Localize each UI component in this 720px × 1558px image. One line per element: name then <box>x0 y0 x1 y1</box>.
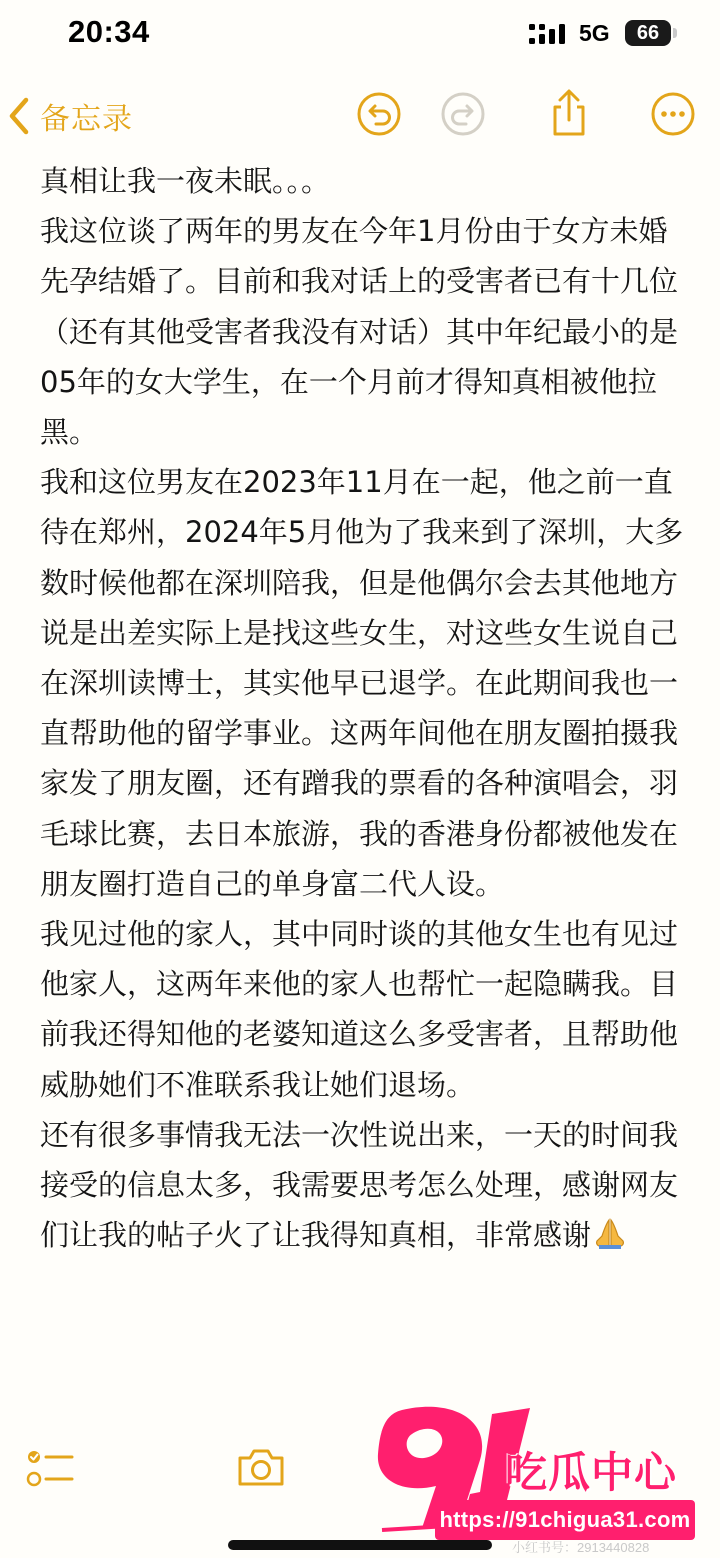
chevron-left-icon <box>8 97 30 135</box>
battery-icon: 66 <box>625 20 671 46</box>
watermark-sub: 小红书号：2913440828 <box>512 1540 650 1555</box>
note-paragraph: 我见过他的家人，其中同时谈的其他女生也有见过他家人，这两年来他的家人也帮忙一起隐瞒我。目前我还得知他的老婆知道这么多受害者，且帮助他威胁她们不准联系我让她们退场。 <box>40 917 679 1102</box>
battery-cap <box>673 28 677 38</box>
watermark-url: https://91chigua31.com <box>435 1500 695 1540</box>
status-bar <box>0 0 720 70</box>
back-button[interactable] <box>8 92 133 140</box>
watermark-brand: 吃瓜中心 <box>505 1448 678 1497</box>
checklist-icon <box>26 1448 74 1488</box>
note-paragraph: 真相让我一夜未眠。。。 <box>40 164 331 198</box>
cellular-signal-icon <box>529 24 569 46</box>
back-label: 备忘录 <box>40 102 133 137</box>
status-time: 20:34 <box>68 14 150 49</box>
checklist-button[interactable] <box>26 1448 74 1488</box>
more-button[interactable] <box>650 91 696 137</box>
undo-button[interactable] <box>356 91 402 137</box>
note-paragraph: 我这位谈了两年的男友在今年1月份由于女方未婚先孕结婚了。目前和我对话上的受害者已有十几位（还有其他受害者我没有对话）其中年纪最小的是05年的女大学生，在一个月前才得知真相被他拉黑。 <box>40 214 679 450</box>
folded-hands-emoji-icon <box>593 1215 627 1265</box>
share-icon <box>546 88 592 138</box>
note-paragraph: 我和这位男友在2023年11月在一起，他之前一直待在郑州，2024年5月他为了我来到了深圳，大多数时候他都在深圳陪我，但是他偶尔会去其他地方说是出差实际上是找这些女生，对这些女生说自己在深圳读博士，其实他早已退学。在此期间我也一直帮助他的留学事业。这两年间他在朋友圈拍摄我家发了朋友圈，还有蹭我的票看的各种演唱会，羽毛球比赛，去日本旅游，我的香港身份都被他发在朋友圈打造自己的单身富二代人设。 <box>40 465 684 901</box>
nav-bar <box>0 78 720 154</box>
redo-icon <box>440 91 486 137</box>
camera-button[interactable] <box>236 1446 286 1488</box>
note-content[interactable] <box>40 156 690 1265</box>
note-paragraph-last <box>40 1110 690 1266</box>
network-type: 5G <box>579 20 610 46</box>
redo-button[interactable] <box>440 91 486 137</box>
home-indicator[interactable] <box>228 1540 492 1550</box>
undo-icon <box>356 91 402 137</box>
share-button[interactable] <box>546 88 592 134</box>
more-icon <box>650 91 696 137</box>
note-paragraph-text: 还有很多事情我无法一次性说出来，一天的时间我接受的信息太多，我需要思考怎么处理，感谢网友们让我的帖子火了让我得知真相，非常感谢 <box>40 1117 679 1253</box>
camera-icon <box>236 1446 286 1488</box>
